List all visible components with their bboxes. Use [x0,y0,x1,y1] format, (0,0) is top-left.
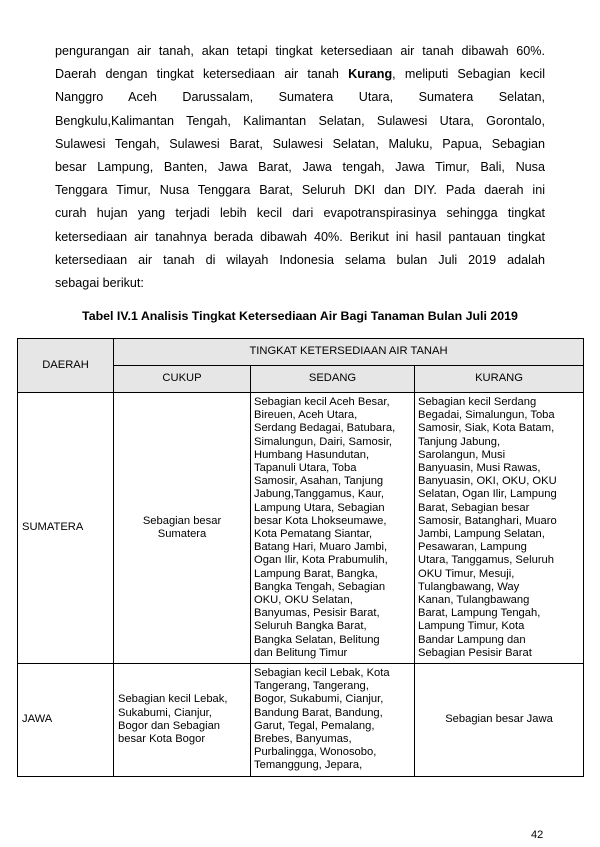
paragraph-text: Daerah dengan tingkat ketersediaan air tanah [55,67,349,82]
paragraph-line: Bengkulu,Kalimantan Tengah, Kalimantan Selatan, Sulawesi Utara, Gorontalo, [55,113,545,128]
body-paragraph [55,40,545,295]
paragraph-line: curah hujan yang terjadi lebih kecil dari evapotranspirasinya sehingga tingkat [55,206,545,221]
cell-line: Sebagian kecil Lebak, [118,693,228,706]
cell-line: Batang Hari, Muaro Jambi, [254,541,388,554]
cell-line: Seluruh Bangka Barat, [254,620,367,633]
cell-line: Purbalingga, Wonosobo, [254,746,377,759]
region-cell: JAWA [18,664,114,777]
cell-line: Brebes, Banyumas, [254,733,352,746]
header-cukup: CUKUP [114,366,251,393]
header-group: TINGKAT KETERSEDIAAN AIR TANAH [114,339,584,366]
paragraph-text: , meliputi Sebagian kecil [392,67,545,82]
cell-line: Begadai, Simalungun, Toba [418,409,555,422]
cell-line: Sebagian kecil Aceh Besar, [254,396,390,408]
table-header-row [18,339,584,366]
cell-line: Garut, Tegal, Pemalang, [254,719,375,732]
water-availability-table [17,338,584,777]
cell-line: Jabung,Tanggamus, Kaur, [254,488,384,501]
cell-line: Samosir, Batanghari, Muaro [418,514,557,527]
sedang-cell [251,664,415,777]
cell-line: Sebagian kecil Serdang [418,396,537,408]
cell-line: Banyuasin, OKI, OKU, OKU [418,475,557,488]
bold-term: Kurang [348,67,393,82]
cell-line: Kota Pematang Siantar, [254,528,373,541]
cukup-cell [114,393,251,664]
cell-line: Barat, Sebagian besar [418,501,530,514]
cell-line: Selatan, Ogan Ilir, Lampung [418,488,557,501]
cell-line: Barat, Lampung Tengah, [418,607,541,620]
paragraph-line: Tenggara Timur, Nusa Tenggara Barat, Seluruh DKI dan DIY. Pada daerah ini [55,183,545,198]
header-sedang: SEDANG [251,366,415,393]
cell-line: Lampung Barat, Bangka, [254,567,378,580]
cell-line: Samosir, Asahan, Tanjung [254,475,384,488]
cell-line: OKU, OKU Selatan, [254,594,353,607]
cell-line: Bangka Selatan, Belitung [254,633,380,646]
paragraph-line: Sulawesi Tengah, Sulawesi Barat, Sulawesi Selatan, Maluku, Papua, Sebagian [55,136,545,151]
cell-line: Tangerang, Tangerang, [254,680,369,693]
cell-line: Tanjung Jabung, [418,435,501,448]
cell-line: Bireuen, Aceh Utara, [254,409,358,422]
sedang-cell [251,393,415,664]
cell-line: Kanan, Tulangbawang [418,594,530,607]
kurang-cell [415,664,584,777]
table-caption: Tabel IV.1 Analisis Tingkat Ketersediaan Air Bagi Tanaman Bulan Juli 2019 [82,309,518,323]
cell-line: Temanggung, Jepara, [254,759,363,772]
cell-line: Sebagian besar Jawa [445,713,553,726]
region-cell: SUMATERA [18,393,114,664]
cell-line: Utara, Tanggamus, Seluruh [418,554,554,567]
cell-line: Pesawaran, Lampung [418,541,527,554]
cell-line: Tapanuli Utara, Toba [254,462,357,475]
cell-line: dan Belitung Timur [254,646,348,659]
cell-line: Banyuasin, Musi Rawas, [418,462,541,475]
cell-line: Serdang Bedagai, Batubara, [254,422,396,435]
cell-line: Sukabumi, Cianjur, [118,706,212,719]
cell-line: Tulangbawang, Way [418,580,520,593]
cell-line: Sebagian besar [142,514,222,527]
page-number: 42 [531,829,544,841]
cell-line: Bogor, Sukabumi, Cianjur, [254,693,384,706]
cell-line: Jambi, Lampung Selatan, [418,528,545,541]
paragraph-line [55,63,545,86]
paragraph-line: besar Lampung, Banten, Jawa Barat, Jawa tengah, Jawa Timur, Bali, Nusa [55,160,545,175]
cell-line: Samosir, Siak, Kota Batam, [418,422,555,435]
cell-line: Sebagian kecil Lebak, Kota [254,667,390,680]
paragraph-line: Nanggro Aceh Darussalam, Sumatera Utara, Sumatera Selatan, [55,90,545,105]
paragraph-line: sebagai berikut: [55,276,144,291]
cell-line: Lampung Timur, Kota [418,620,525,633]
cell-line: besar Kota Lhokseumawe, [254,514,387,527]
cell-line: Banyumas, Pesisir Barat, [254,607,380,620]
cell-line: Sumatera [157,528,207,541]
paragraph-line: ketersediaan air tanahnya berada dibawah 40%. Berikut ini hasil pantauan tingkat [55,229,545,244]
cell-line: OKU Timur, Mesuji, [418,567,515,580]
cell-line: Ogan Ilir, Kota Prabumulih, [254,554,388,567]
kurang-cell [415,393,584,664]
cell-line: Simalungun, Dairi, Samosir, [254,435,393,448]
table-row [18,393,584,664]
cukup-cell [114,664,251,777]
cell-line: Bogor dan Sebagian [118,719,221,732]
cell-line: Bandung Barat, Bandung, [254,706,383,719]
header-daerah: DAERAH [18,339,114,393]
cell-line: Bangka Tengah, Sebagian [254,580,386,593]
table-row [18,664,584,777]
cell-line: Sebagian Pesisir Barat [418,646,532,659]
header-kurang: KURANG [415,366,584,393]
cell-line: besar Kota Bogor [118,733,206,746]
paragraph-line: pengurangan air tanah, akan tetapi tingkat ketersediaan air tanah dibawah 60%. [55,44,545,58]
cell-line: Lampung Utara, Sebagian [254,501,385,514]
cell-line: Sarolangun, Musi [418,448,506,461]
paragraph-line: ketersediaan air tanah di wilayah Indonesia selama bulan Juli 2019 adalah [55,252,545,267]
cell-line: Bandar Lampung dan [418,633,526,646]
cell-line: Humbang Hasundutan, [254,448,370,461]
